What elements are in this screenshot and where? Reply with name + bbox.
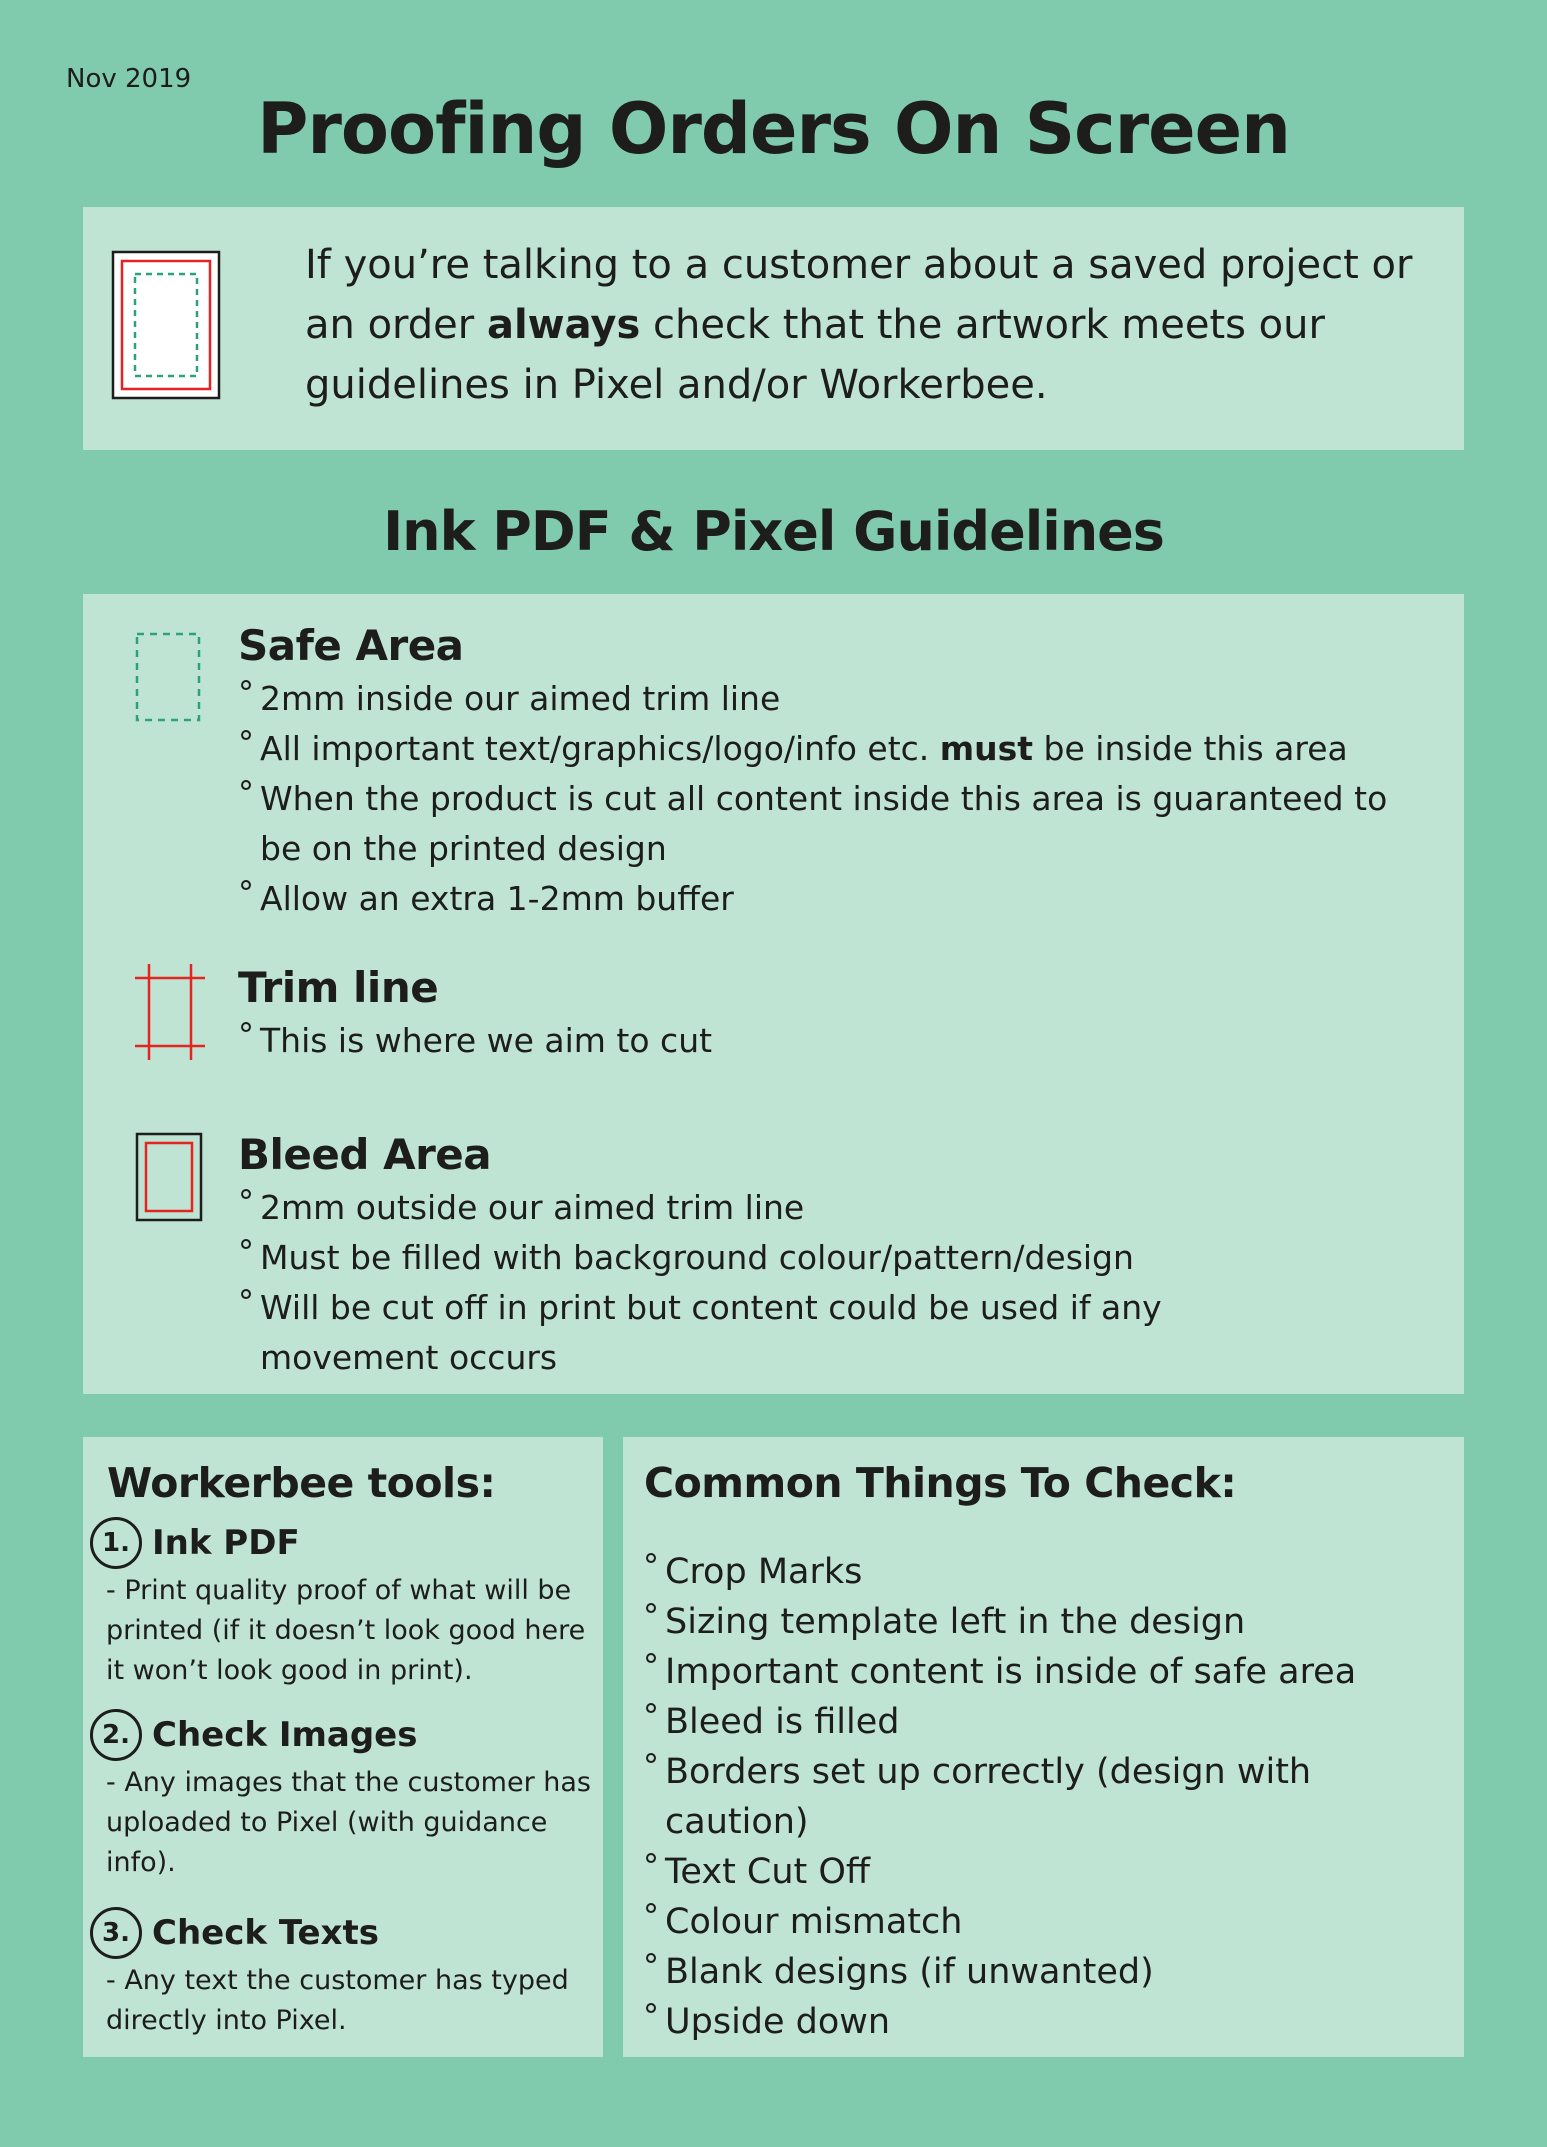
bleed-area-section bbox=[238, 1127, 1438, 1383]
tool-description: - Any images that the customer has uploaded to Pixel (with guidance info). bbox=[106, 1767, 591, 1878]
workerbee-tools-heading: Workerbee tools: bbox=[107, 1459, 496, 1507]
list-item: ° Borders set up correctly (design with caution) bbox=[643, 1747, 1453, 1847]
intro-panel bbox=[83, 207, 1464, 450]
list-item: ° 2mm outside our aimed trim line bbox=[238, 1183, 1438, 1233]
tool-description: - Print quality proof of what will be printed (if it doesn’t look good here it won’t look good in print). bbox=[106, 1575, 586, 1686]
number-badge: 3. bbox=[90, 1907, 142, 1959]
artwork-guide-icon bbox=[111, 250, 221, 400]
safe-important-emphasis: must bbox=[939, 729, 1034, 768]
workerbee-tools-panel bbox=[83, 1437, 603, 2057]
list-item: ° This is where we aim to cut bbox=[238, 1016, 1438, 1066]
common-checks-panel bbox=[623, 1437, 1464, 2057]
list-item: ° Will be cut off in print but content could be used if any movement occurs bbox=[238, 1283, 1210, 1383]
list-item: ° 2mm inside our aimed trim line bbox=[238, 674, 1438, 724]
list-item: ° Upside down bbox=[643, 1997, 1453, 2047]
list-item bbox=[238, 724, 1438, 774]
list-item: ° Sizing template left in the design bbox=[643, 1597, 1453, 1647]
trim-line-icon bbox=[135, 964, 205, 1060]
bleed-area-icon bbox=[135, 1132, 203, 1222]
safe-important-start: All important text/graphics/logo/info etc. bbox=[260, 729, 940, 768]
tool-check-images bbox=[90, 1709, 595, 1883]
list-item: ° Text Cut Off bbox=[643, 1847, 1453, 1897]
section-title: Ink PDF & Pixel Guidelines bbox=[383, 500, 1164, 563]
tool-title: Check Texts bbox=[152, 1913, 379, 1953]
list-item: ° Colour mismatch bbox=[643, 1897, 1453, 1947]
list-item: ° Bleed is filled bbox=[643, 1697, 1453, 1747]
safe-area-section bbox=[238, 618, 1438, 924]
safe-area-heading: Safe Area bbox=[238, 621, 464, 670]
bleed-area-heading: Bleed Area bbox=[238, 1130, 492, 1179]
intro-text-start: If you’re talking to a customer about a saved project or an order bbox=[305, 242, 1413, 348]
checks-list bbox=[643, 1547, 1453, 2047]
tool-title: Ink PDF bbox=[152, 1523, 300, 1563]
list-item: ° Must be filled with background colour/pattern/design bbox=[238, 1233, 1438, 1283]
list-item: ° Blank designs (if unwanted) bbox=[643, 1947, 1453, 1997]
safe-important-end: be inside this area bbox=[1033, 729, 1348, 768]
intro-text-end: check that the artwork meets our guidelines in Pixel and/or Workerbee. bbox=[305, 302, 1325, 408]
common-checks-heading: Common Things To Check: bbox=[644, 1459, 1237, 1507]
list-item: ° Allow an extra 1-2mm buffer bbox=[238, 874, 1438, 924]
tool-description: - Any text the customer has typed directly into Pixel. bbox=[106, 1965, 569, 2036]
tool-title: Check Images bbox=[152, 1715, 418, 1755]
safe-area-icon bbox=[135, 632, 201, 722]
list-item: ° When the product is cut all content inside this area is guaranteed to be on the printed design bbox=[238, 774, 1410, 874]
number-badge: 1. bbox=[90, 1517, 142, 1569]
tool-ink-pdf bbox=[90, 1517, 595, 1691]
intro-emphasis: always bbox=[486, 302, 641, 348]
trim-line-section bbox=[238, 960, 1438, 1066]
trim-line-heading: Trim line bbox=[238, 963, 439, 1012]
guidelines-panel bbox=[83, 594, 1464, 1394]
intro-text bbox=[305, 235, 1445, 415]
number-badge: 2. bbox=[90, 1709, 142, 1761]
tool-check-texts bbox=[90, 1907, 595, 2041]
date-label: Nov 2019 bbox=[66, 64, 192, 94]
page-title: Proofing Orders On Screen bbox=[257, 88, 1290, 170]
list-item: ° Important content is inside of safe area bbox=[643, 1647, 1453, 1697]
list-item: ° Crop Marks bbox=[643, 1547, 1453, 1597]
